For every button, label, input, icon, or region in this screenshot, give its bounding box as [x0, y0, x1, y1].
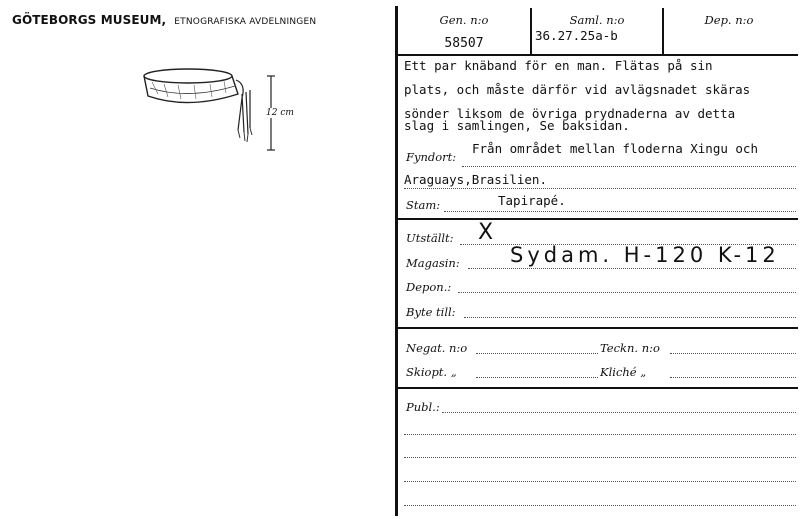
description-line: plats, och måste därför vid avlägsnadet skäras — [404, 82, 751, 97]
publ-dotted-line — [404, 505, 796, 506]
stam-label: Stam: — [406, 198, 441, 212]
description-line: slag i samlingen, Se baksidan. — [404, 118, 630, 133]
teckn-dotted-line — [670, 353, 796, 354]
magasin-label: Magasin: — [406, 256, 460, 270]
description-line: Ett par knäband för en man. Flätas på sin — [404, 58, 713, 73]
negat-dotted-line — [476, 353, 598, 354]
size-note: 12 cm — [266, 108, 294, 118]
negat-label: Negat. n:o — [406, 341, 468, 355]
utstallt-label: Utställt: — [406, 231, 454, 245]
row-divider — [398, 327, 798, 329]
publ-dotted-line — [404, 481, 796, 482]
fyndort-value-line2: Araguays,Brasilien. — [404, 172, 547, 187]
magasin-dotted-line — [468, 268, 796, 269]
row-divider — [398, 54, 798, 56]
museum-name: GÖTEBORGS MUSEUM, — [12, 13, 167, 27]
fyndort-value-line1: Från området mellan floderna Xingu och — [472, 141, 758, 156]
department-name: ETNOGRAFISKA AVDELNINGEN — [174, 17, 317, 27]
skiopt-label: Skiopt. „ — [406, 365, 457, 379]
stam-dotted-line — [444, 211, 796, 212]
dep-number-label: Dep. n:o — [704, 13, 754, 27]
publ-dotted-line — [404, 434, 796, 435]
byte-dotted-line — [464, 317, 796, 318]
stam-value: Tapirapé. — [498, 193, 566, 208]
publ-label: Publ.: — [406, 400, 440, 414]
gen-number-value: 58507 — [444, 36, 484, 51]
utstallt-value: X — [478, 220, 498, 245]
saml-number-value: 36.27.25a-b — [535, 28, 618, 43]
fyndort-dotted-line — [404, 188, 796, 189]
publ-dotted-line — [442, 412, 796, 413]
row-divider — [398, 387, 798, 389]
cliche-dotted-line — [670, 377, 796, 378]
depon-label: Depon.: — [406, 280, 452, 294]
knee-band-sketch — [138, 64, 308, 163]
card-header — [12, 9, 316, 28]
fyndort-dotted-line — [462, 166, 796, 167]
saml-number-label: Saml. n:o — [569, 13, 625, 27]
magasin-value: Sydam. H-120 K-12 — [510, 243, 780, 267]
teckn-label: Teckn. n:o — [600, 341, 660, 355]
skiopt-dotted-line — [476, 377, 598, 378]
card-left-border — [395, 6, 398, 516]
depon-dotted-line — [458, 292, 796, 293]
publ-dotted-line — [404, 457, 796, 458]
gen-number-label: Gen. n:o — [439, 13, 489, 27]
cliche-label: Kliché „ — [600, 365, 647, 379]
description-line: sönder liksom de övriga prydnaderna av detta — [404, 106, 736, 121]
byte-label: Byte till: — [406, 305, 456, 319]
fyndort-label: Fyndort: — [406, 150, 457, 164]
row-divider — [398, 218, 798, 220]
